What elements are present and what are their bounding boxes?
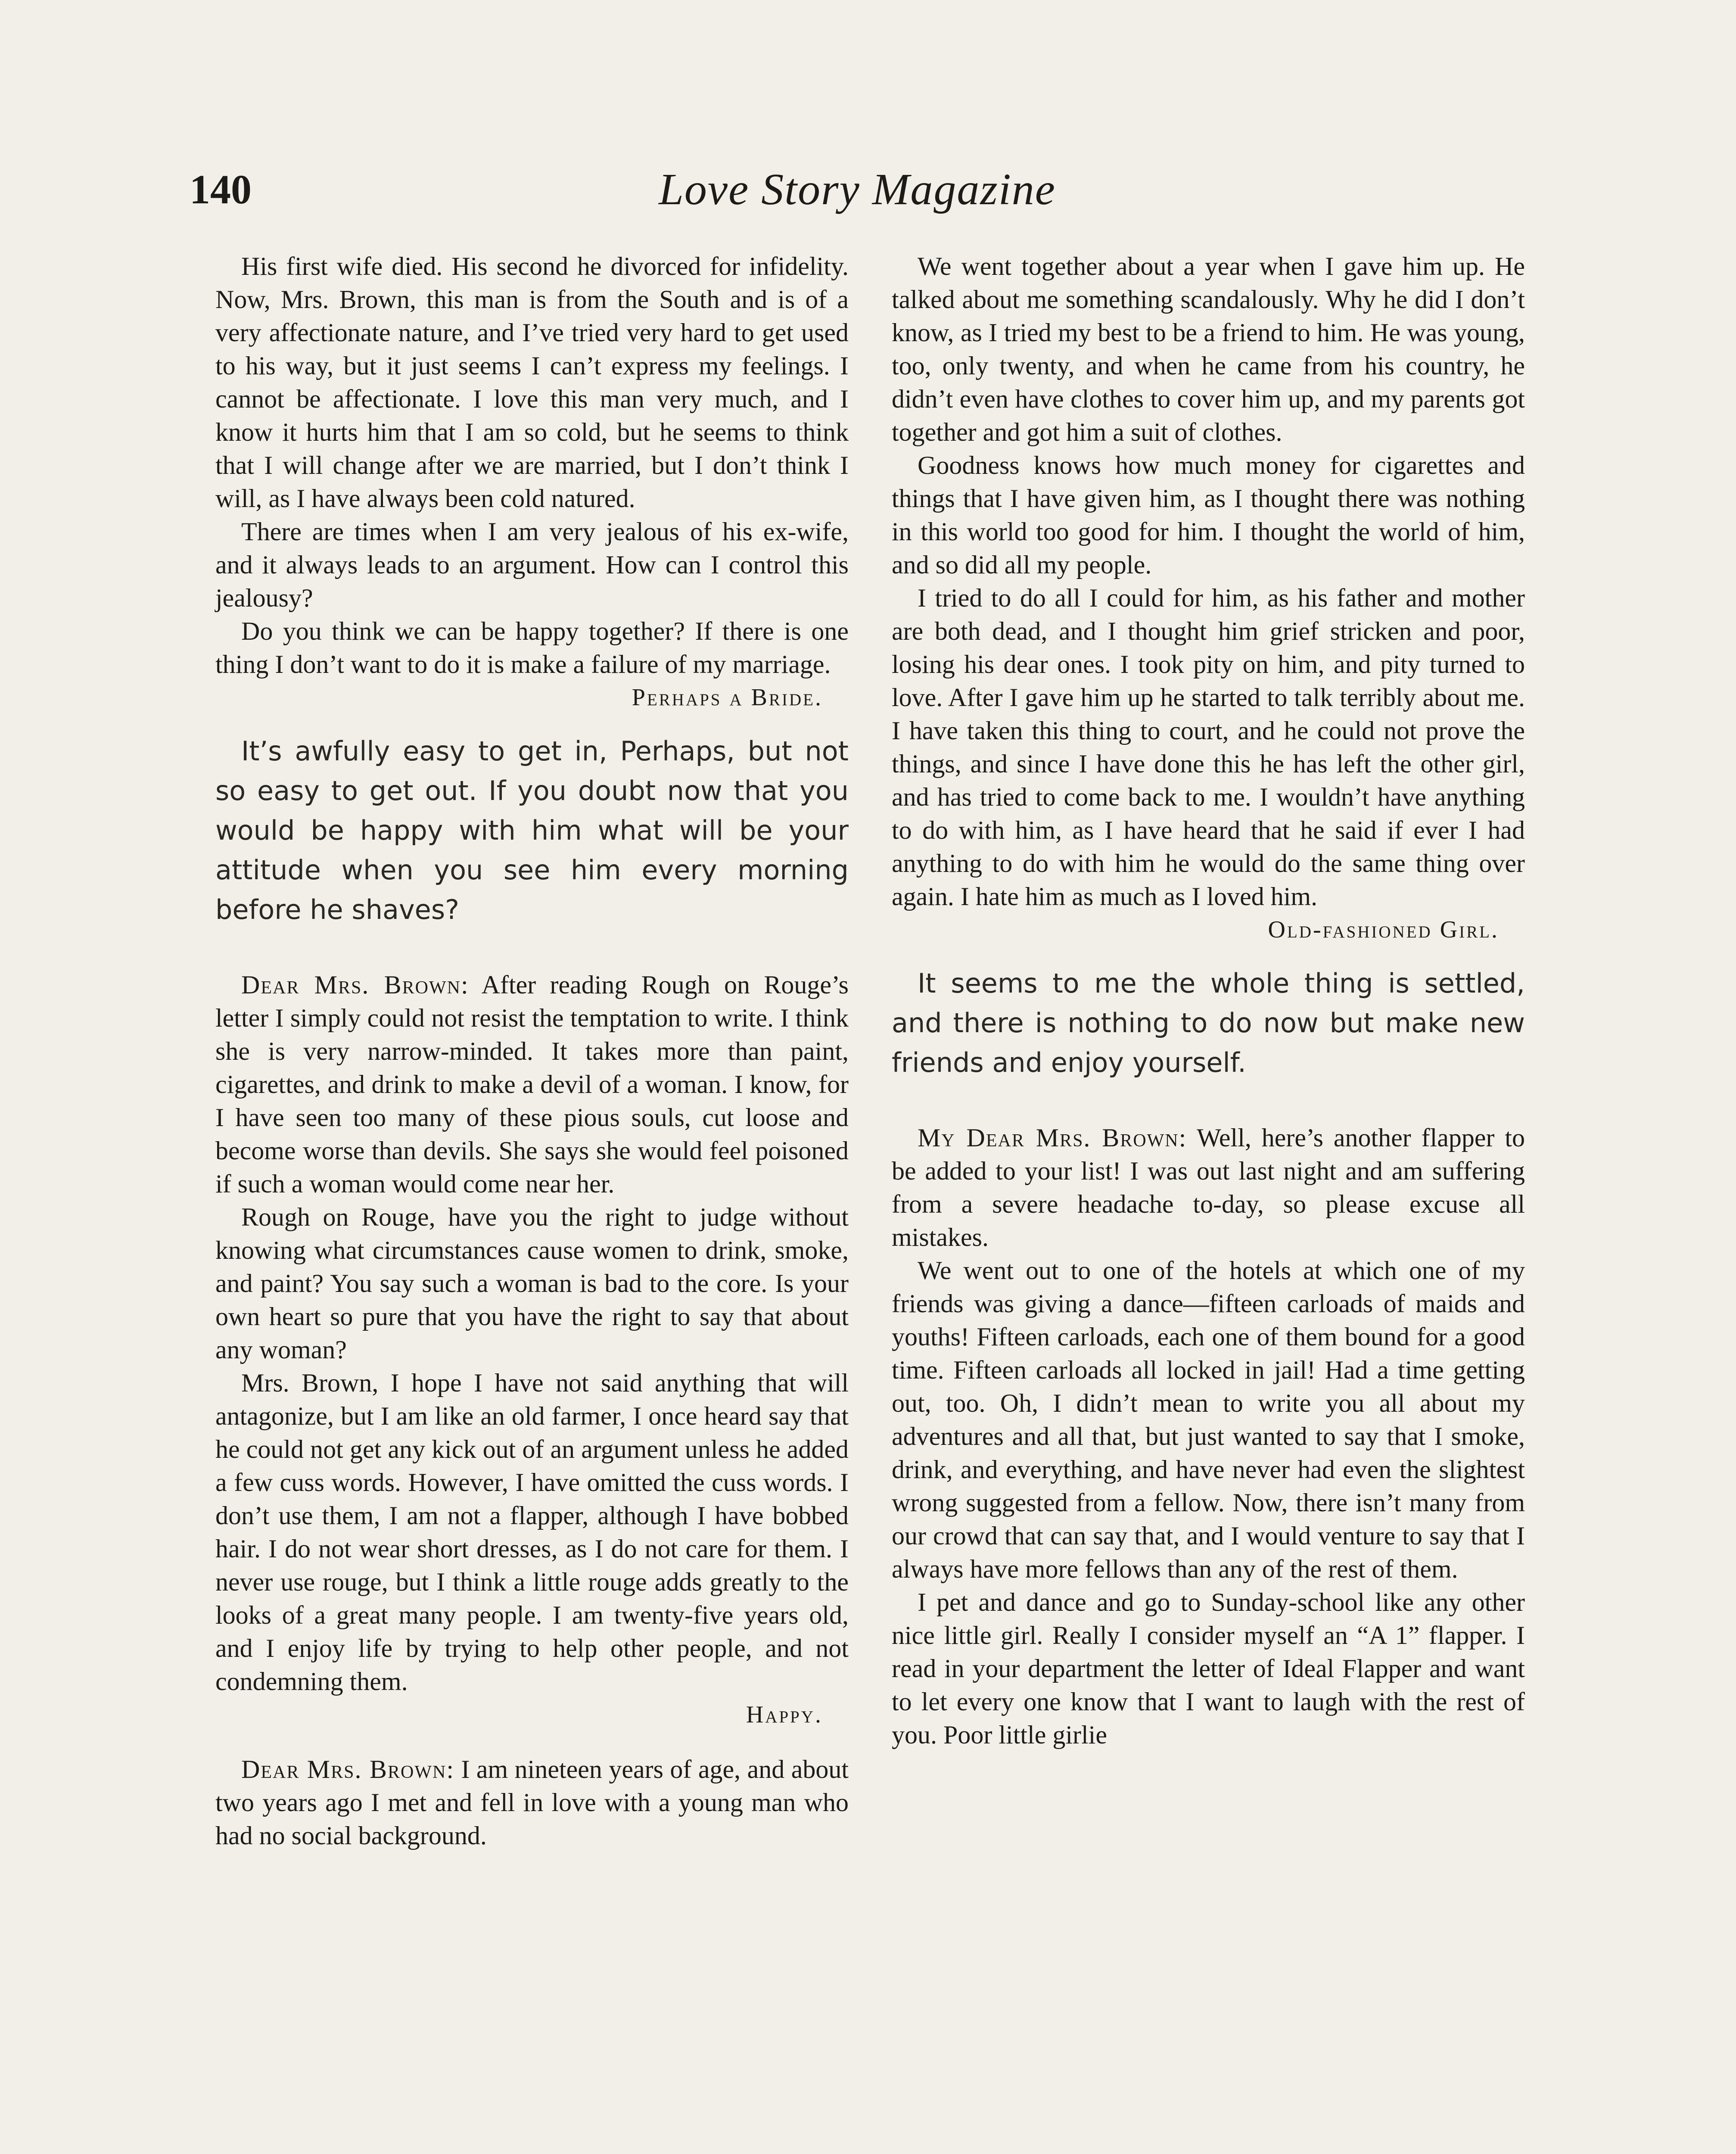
page-number: 140 xyxy=(190,166,252,212)
letter-salutation: My Dear Mrs. Brown: xyxy=(918,1124,1187,1152)
body-paragraph: Mrs. Brown, I hope I have not said anything that will antagonize, but I am like an old farmer, I once heard say that he could not get any kick out of an argument unless he added a few cuss words. However, I have omitted the cuss words. I don’t use them, I am not a flapper, although I have bobbed hair. I do not wear short dresses, as I do not care for them. I never use rouge, but I think a little rouge adds greatly to the looks of a great many people. I am twenty-five years old, and I enjoy life by trying to help other people, and not condemning them. xyxy=(215,1369,849,1696)
letter-opening xyxy=(892,1121,1525,1254)
editor-reply: It’s awfully easy to get in, Perhaps, but not so easy to get out. If you doubt now that you would be happy with him what will be your attitude when you see him every morning before he shaves? xyxy=(215,735,849,925)
body-paragraph: We went out to one of the hotels at which one of my friends was giving a dance—fifteen carloads of maids and youths! Fifteen carloads, each one of them bound for a good time. Fifteen carloads all locked in jail! Had a time getting out, too. Oh, I didn’t mean to write you all about my adventures and all that, but just wanted to say that I smoke, drink, and everything, and have never had even the slightest wrong suggested from a fellow. Now, there isn’t many from our crowd that can say that, and I would venture to say that I always have more fellows than any of the rest of them. xyxy=(892,1256,1525,1583)
letter-signature: Perhaps a Bride. xyxy=(632,684,823,711)
editor-reply: It seems to me the whole thing is settled, and there is nothing to do now but make new friends and enjoy yourself. xyxy=(892,968,1525,1078)
body-paragraph: There are times when I am very jealous of his ex-wife, and it always leads to an argument. How can I control this jealousy? xyxy=(215,517,849,612)
letter-text: After reading Rough on Rouge’s letter I simply could not resist the temptation to write. I think she is very narrow-minded. It takes more than paint, cigarettes, and drink to make a devil of a woman. I know, for I have seen too many of these pious souls, cut loose and become worse than devils. She says she would feel poisoned if such a woman would come near her. xyxy=(215,971,849,1198)
body-paragraph: His first wife died. His second he divorced for infidelity. Now, Mrs. Brown, this man is from the South and is of a very affectionate nature, and I’ve tried very hard to get used to his way, but it just seems I can’t express my feelings. I cannot be affectionate. I love this man very much, and I know it hurts him that I am so cold, but he seems to think that I will change after we are married, but I don’t think I will, as I have always been cold natured. xyxy=(215,252,849,513)
letter-text: Well, here’s another flapper to be added to your list! I was out last night and am suffering from a severe headache to-day, so please excuse all mistakes. xyxy=(892,1124,1525,1251)
letter-salutation: Dear Mrs. Brown: xyxy=(241,971,469,999)
magazine-title: Love Story Magazine xyxy=(659,165,1056,214)
letter-signature: Happy. xyxy=(746,1701,823,1728)
letter-opening xyxy=(215,1753,849,1852)
body-paragraph: Rough on Rouge, have you the right to judge without knowing what circumstances cause women to drink, smoke, and paint? You say such a woman is bad to the core. Is your own heart so pure that you have the right to say that about any woman? xyxy=(215,1203,849,1364)
body-paragraph: Goodness knows how much money for cigarettes and things that I have given him, as I thought there was nothing in this world too good for him. I thought the world of him, and so did all my people. xyxy=(892,451,1525,579)
body-paragraph: Do you think we can be happy together? If there is one thing I don’t want to do it is make a failure of my marriage. xyxy=(215,617,849,679)
letter-text: I am nineteen years of age, and about two years ago I met and fell in love with a young man who had no social background. xyxy=(215,1755,849,1850)
letter-signature: Old-fashioned Girl. xyxy=(1268,916,1499,943)
body-paragraph: I tried to do all I could for him, as his father and mother are both dead, and I thought him grief stricken and poor, losing his dear ones. I took pity on him, and pity turned to love. After I gave him up he started to talk terribly about me. I have taken this thing to court, and he could not prove the things, and since I have done this he has left the other girl, and has tried to come back to me. I wouldn’t have anything to do with him, as I have heard that he said if ever I had anything to do with him he would do the same thing over again. I hate him as much as I loved him. xyxy=(892,584,1525,911)
letter-salutation: Dear Mrs. Brown: xyxy=(241,1755,454,1784)
page-header xyxy=(190,164,1568,228)
right-column xyxy=(892,250,1525,1752)
section-gap xyxy=(215,1731,849,1753)
letter-opening xyxy=(215,968,849,1201)
body-paragraph: I pet and dance and go to Sunday-school like any other nice little girl. Really I consider myself an “A 1” flapper. I read in your department the letter of Ideal Flapper and want to let every one know that I want to laugh with the rest of you. Poor little girlie xyxy=(892,1588,1525,1749)
body-paragraph: We went together about a year when I gave him up. He talked about me something scandalously. Why he did I don’t know, as I tried my best to be a friend to him. He was young, too, only twenty, and when he came from his country, he didn’t even have clothes to cover him up, and my parents got together and got him a suit of clothes. xyxy=(892,252,1525,446)
left-column xyxy=(215,250,849,1852)
